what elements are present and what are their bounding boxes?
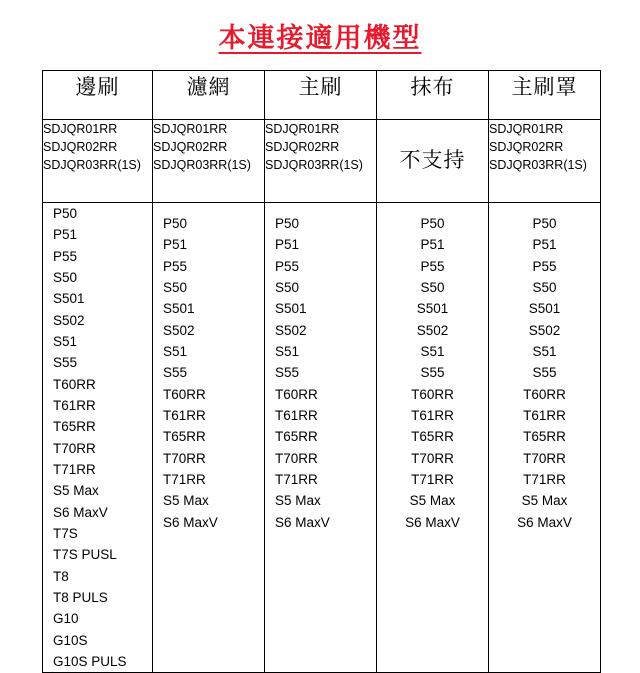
model-item: S51 <box>420 343 445 359</box>
model-item: S50 <box>163 279 188 295</box>
model-item: T65RR <box>275 429 318 445</box>
sku-line: SDJQR02RR <box>153 140 228 155</box>
model-list-main-brush <box>265 213 376 533</box>
model-item: G10S PULS <box>53 653 127 669</box>
model-item: T8 PULS <box>53 589 108 605</box>
model-item: S502 <box>528 322 561 338</box>
model-item: T70RR <box>53 440 96 456</box>
sku-line: SDJQR02RR <box>265 140 340 155</box>
sku-cell-side-brush <box>43 120 153 203</box>
sku-line: SDJQR03RR(1S) <box>489 158 587 173</box>
model-item: S50 <box>53 269 78 285</box>
model-item: T71RR <box>275 471 318 487</box>
model-item: S502 <box>416 322 449 338</box>
model-item: S501 <box>163 301 195 317</box>
model-item: G10S <box>53 632 88 648</box>
model-item: T71RR <box>53 461 96 477</box>
model-item: S55 <box>275 365 300 381</box>
spacer <box>489 203 600 213</box>
model-item: S55 <box>532 365 557 381</box>
spacer <box>265 203 376 213</box>
model-item: S6 MaxV <box>53 504 108 520</box>
model-item: S50 <box>420 279 445 295</box>
model-item: S5 Max <box>163 493 209 509</box>
sku-line: SDJQR01RR <box>43 122 118 136</box>
model-item: P51 <box>275 237 300 253</box>
compatibility-table <box>42 70 601 673</box>
sku-cell-mop-cloth <box>377 120 489 203</box>
model-item: S50 <box>532 279 557 295</box>
model-item: S51 <box>53 333 78 349</box>
model-item: S50 <box>275 279 300 295</box>
model-item: S5 Max <box>521 493 568 509</box>
model-item: T70RR <box>523 450 566 466</box>
model-item: P50 <box>532 216 557 231</box>
sku-line: SDJQR01RR <box>265 122 340 136</box>
model-item: S6 MaxV <box>405 514 460 530</box>
model-list-main-brush-cover <box>489 213 600 533</box>
model-item: S51 <box>275 343 300 359</box>
model-item: T71RR <box>523 471 566 487</box>
model-item: S502 <box>163 322 195 338</box>
column-header-side-brush: 邊刷 <box>43 71 153 120</box>
model-item: S55 <box>420 365 445 381</box>
model-item: P51 <box>420 237 445 253</box>
sku-cell-filter <box>153 120 265 203</box>
not-supported-label: 不支持 <box>399 148 466 172</box>
sku-line: SDJQR03RR(1S) <box>43 158 141 173</box>
model-item: S501 <box>416 301 449 317</box>
sku-line: SDJQR01RR <box>153 122 228 136</box>
model-item: P51 <box>53 227 78 243</box>
sku-line: SDJQR03RR(1S) <box>153 158 251 173</box>
model-item: T61RR <box>275 407 318 423</box>
model-item: T7S PUSL <box>53 547 117 563</box>
model-item: T65RR <box>163 429 206 445</box>
model-item: T70RR <box>163 450 206 466</box>
model-item: P51 <box>532 237 557 253</box>
model-item: S6 MaxV <box>517 514 572 530</box>
column-header-main-brush: 主刷 <box>265 71 377 120</box>
model-item: S501 <box>275 301 307 317</box>
sku-line: SDJQR01RR <box>489 122 564 136</box>
model-item: P50 <box>420 216 445 231</box>
table-header-row <box>43 71 601 120</box>
model-item: P55 <box>163 258 188 274</box>
model-item: S5 Max <box>275 493 321 509</box>
model-item: T65RR <box>523 429 566 445</box>
model-item: S6 MaxV <box>163 514 218 530</box>
model-item: T71RR <box>163 471 206 487</box>
models-cell-mop-cloth <box>377 203 489 673</box>
model-item: S501 <box>528 301 561 317</box>
model-item: P50 <box>53 206 78 221</box>
model-item: T8 <box>53 568 69 584</box>
model-item: T60RR <box>523 386 566 402</box>
spacer <box>153 203 264 213</box>
model-item: S6 MaxV <box>275 514 330 530</box>
model-item: P55 <box>53 248 78 264</box>
model-item: P55 <box>275 258 300 274</box>
page-title: 本連接適用機型 <box>218 23 422 53</box>
compatibility-table-wrapper <box>42 70 600 673</box>
models-row <box>43 203 601 673</box>
models-cell-main-brush <box>265 203 377 673</box>
model-item: P50 <box>275 216 300 231</box>
model-item: T61RR <box>523 407 566 423</box>
model-item: T60RR <box>163 386 206 402</box>
model-item: T70RR <box>411 450 454 466</box>
sku-line: SDJQR02RR <box>489 140 564 155</box>
model-item: S501 <box>53 291 85 307</box>
sku-cell-main-brush <box>265 120 377 203</box>
model-item: S55 <box>53 355 78 371</box>
column-header-filter: 濾網 <box>153 71 265 120</box>
spacer <box>377 203 488 213</box>
sku-line: SDJQR03RR(1S) <box>265 158 363 173</box>
model-item: P50 <box>163 216 188 231</box>
model-item: S5 Max <box>409 493 456 509</box>
model-item: P55 <box>420 258 445 274</box>
model-item: T61RR <box>411 407 454 423</box>
model-item: T7S <box>53 525 78 541</box>
sku-cell-main-brush-cover <box>489 120 601 203</box>
sku-line: SDJQR02RR <box>43 140 118 155</box>
model-item: T65RR <box>411 429 454 445</box>
model-list-mop-cloth <box>377 213 488 533</box>
column-header-mop-cloth: 抹布 <box>377 71 489 120</box>
model-item: T65RR <box>53 419 96 435</box>
model-item: T60RR <box>411 386 454 402</box>
model-item: S55 <box>163 365 188 381</box>
models-cell-side-brush <box>43 203 153 673</box>
model-list-side-brush <box>43 203 152 672</box>
model-item: S51 <box>163 343 188 359</box>
model-item: G10 <box>53 611 79 627</box>
model-item: T60RR <box>53 376 96 392</box>
column-header-main-brush-cover: 主刷罩 <box>489 71 601 120</box>
model-item: T70RR <box>275 450 318 466</box>
model-item: P51 <box>163 237 188 253</box>
model-item: T71RR <box>411 471 454 487</box>
model-item: S502 <box>275 322 307 338</box>
models-cell-main-brush-cover <box>489 203 601 673</box>
models-cell-filter <box>153 203 265 673</box>
model-item: S51 <box>532 343 557 359</box>
model-item: T60RR <box>275 386 318 402</box>
model-item: P55 <box>532 258 557 274</box>
model-item: T61RR <box>53 397 96 413</box>
model-list-filter <box>153 213 264 533</box>
model-item: S502 <box>53 312 85 328</box>
model-item: T61RR <box>163 407 206 423</box>
sku-row <box>43 120 601 203</box>
model-item: S5 Max <box>53 483 99 499</box>
